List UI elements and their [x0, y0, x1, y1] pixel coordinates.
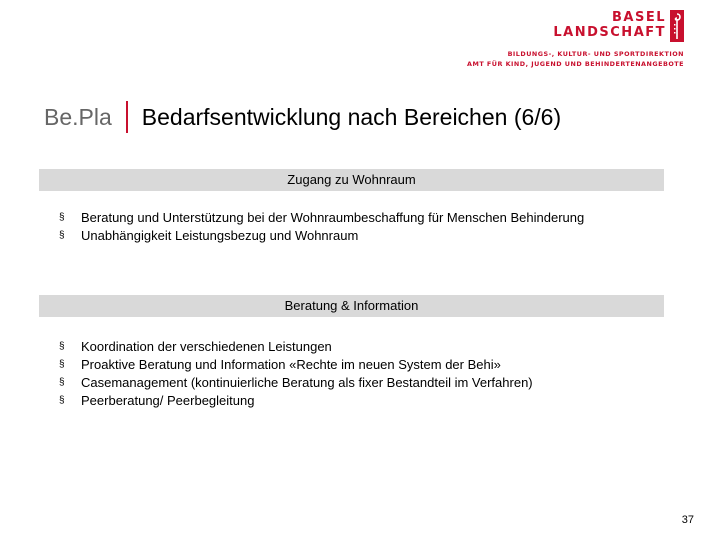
list-item: § Proaktive Beratung und Information «Rechte im neuen System der Behi»	[59, 357, 501, 372]
basel-landschaft-logo	[467, 10, 684, 69]
section-heading-counseling: Beratung & Information	[39, 295, 664, 317]
department-name	[467, 49, 684, 69]
section-heading-housing: Zugang zu Wohnraum	[39, 169, 664, 191]
slide-heading: Bedarfsentwicklung nach Bereichen (6/6)	[141, 103, 562, 130]
department-line-2: AMT FÜR KIND, JUGEND UND BEHINDERTENANGEBOTE	[467, 60, 684, 68]
list-item: § Casemanagement (kontinuierliche Beratung als fixer Bestandteil im Verfahren)	[59, 375, 533, 390]
bullet-icon: §	[59, 377, 65, 388]
slide-title	[44, 100, 561, 134]
logo-line-1: BASEL	[612, 10, 666, 25]
bullet-icon: §	[59, 341, 65, 352]
brand-name: Be.Pla	[44, 103, 112, 130]
logo-line-2: LANDSCHAFT	[553, 25, 666, 40]
bullet-icon: §	[59, 230, 65, 241]
list-item: § Koordination der verschiedenen Leistungen	[59, 339, 332, 354]
bullet-icon: §	[59, 212, 65, 223]
list-item: § Peerberatung/ Peerbegleitung	[59, 393, 255, 408]
page-number: 37	[681, 514, 694, 526]
bishop-staff-icon	[670, 10, 684, 42]
department-line-1: BILDUNGS-, KULTUR- UND SPORTDIREKTION	[507, 50, 684, 58]
housing-list	[59, 209, 584, 245]
title-divider	[126, 101, 128, 133]
logo-wordmark	[553, 10, 666, 40]
list-item: § Beratung und Unterstützung bei der Wohnraumbeschaffung für Menschen Behinderung	[59, 210, 585, 225]
bullet-icon: §	[59, 395, 65, 406]
list-item: § Unabhängigkeit Leistungsbezug und Wohnraum	[59, 228, 359, 243]
bullet-icon: §	[59, 359, 65, 370]
counseling-list	[59, 338, 533, 410]
